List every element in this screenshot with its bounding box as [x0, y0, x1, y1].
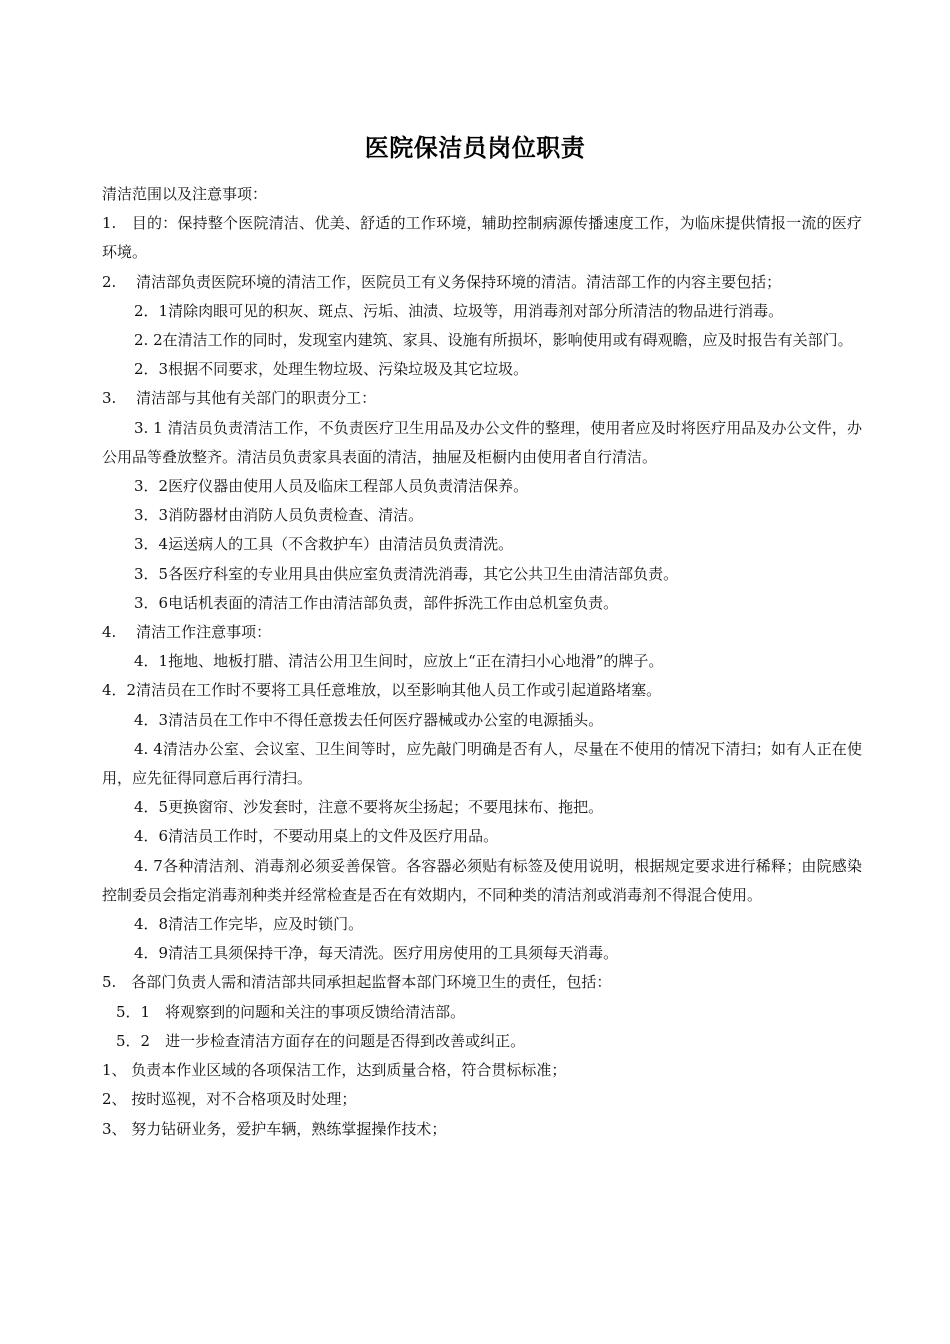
paragraph: 清洁范围以及注意事项：: [102, 185, 268, 203]
paragraph: 2. 2在清洁工作的同时，发现室内建筑、家具、设施有所损坏，影响使用或有碍观瞻，应及时报告有关部门。: [134, 331, 853, 350]
paragraph: 3．5各医疗科室的专业用具由供应室负责清洗消毒，其它公共卫生由清洁部负责。: [134, 564, 679, 583]
paragraph: 5．2 进一步检查清洁方面存在的问题是否得到改善或纠正。: [116, 1031, 526, 1050]
paragraph: 4．2清洁员在工作时不要将工具任意堆放，以至影响其他人员工作或引起道路堵塞。: [102, 681, 662, 700]
paragraph: 3．6电话机表面的清洁工作由清洁部负责，部件拆洗工作由总机室负责。: [134, 593, 619, 612]
paragraph: 3. 1 清洁员负责清洁工作，不负责医疗卫生用品及办公文件的整理，使用者应及时将医疗用品及办公文件，办公用品等叠放整齐。清洁员负责家具表面的清洁，抽屉及柜橱内由使用者自行清洁。: [102, 418, 862, 466]
paragraph: 3．4运送病人的工具（不含救护车）由清洁员负责清洗。: [134, 535, 514, 554]
paragraph: 1. 目的：保持整个医院清洁、优美、舒适的工作环境，辅助控制病源传播速度工作，为临床提供情报一流的医疗环境。: [102, 214, 862, 262]
paragraph: 4．8清洁工作完毕，应及时锁门。: [134, 915, 364, 934]
paragraph: 4．6清洁员工作时，不要动用桌上的文件及医疗用品。: [134, 827, 499, 846]
paragraph: 5. 各部门负责人需和清洁部共同承担起监督本部门环境卫生的责任，包括：: [102, 973, 612, 992]
paragraph: 4. 4清洁办公室、会议室、卫生间等时，应先敲门明确是否有人，尽量在不使用的情况下清扫；如有人正在使用，应先征得同意后再行清扫。: [102, 739, 862, 788]
paragraph: 4．1拖地、地板打腊、清洁公用卫生间时，应放上“正在清扫小心地滑”的牌子。: [134, 652, 664, 671]
paragraph: 3. 清洁部与其他有关部门的职责分工：: [102, 389, 377, 408]
paragraph: 4. 清洁工作注意事项：: [102, 623, 272, 642]
paragraph: 4．5更换窗帘、沙发套时，注意不要将灰尘扬起；不要甩抹布、拖把。: [134, 798, 604, 817]
paragraph: 3．2医疗仪器由使用人员及临床工程部人员负责清洁保养。: [134, 477, 529, 496]
document-body: [102, 180, 862, 1144]
paragraph: 2．3根据不同要求，处理生物垃圾、污染垃圾及其它垃圾。: [134, 360, 529, 379]
paragraph: 1、 负责本作业区域的各项保洁工作，达到质量合格，符合贯标标准；: [102, 1061, 567, 1080]
paragraph: 3、 努力钻研业务，爱护车辆，熟练掌握操作技术；: [102, 1119, 447, 1138]
paragraph: 4．9清洁工具须保持干净，每天清洗。医疗用房使用的工具须每天消毒。: [134, 944, 619, 963]
paragraph: 3．3消防器材由消防人员负责检查、清洁。: [134, 506, 424, 525]
paragraph: 2．1清除肉眼可见的积灰、斑点、污垢、油渍、垃圾等，用消毒剂对部分所清洁的物品进行消毒。: [134, 301, 784, 320]
paragraph: 4. 7各种清洁剂、消毒剂必须妥善保管。各容器必须贴有标签及使用说明，根据规定要求进行稀释；由院感染控制委员会指定消毒剂种类并经常检查是否在有效期内，不同种类的清洁剂或消毒剂不得混合使用。: [102, 856, 862, 904]
paragraph: 4．3清洁员在工作中不得任意拨去任何医疗器械或办公室的电源插头。: [134, 710, 604, 729]
document-title: 医院保洁员岗位职责: [364, 134, 586, 162]
paragraph: 5．1 将观察到的问题和关注的事项反馈给清洁部。: [116, 1002, 466, 1021]
paragraph: 2、 按时巡视，对不合格项及时处理；: [102, 1090, 357, 1109]
paragraph: 2. 清洁部负责医院环境的清洁工作，医院员工有义务保持环境的清洁。清洁部工作的内容主要包括；: [102, 272, 782, 291]
